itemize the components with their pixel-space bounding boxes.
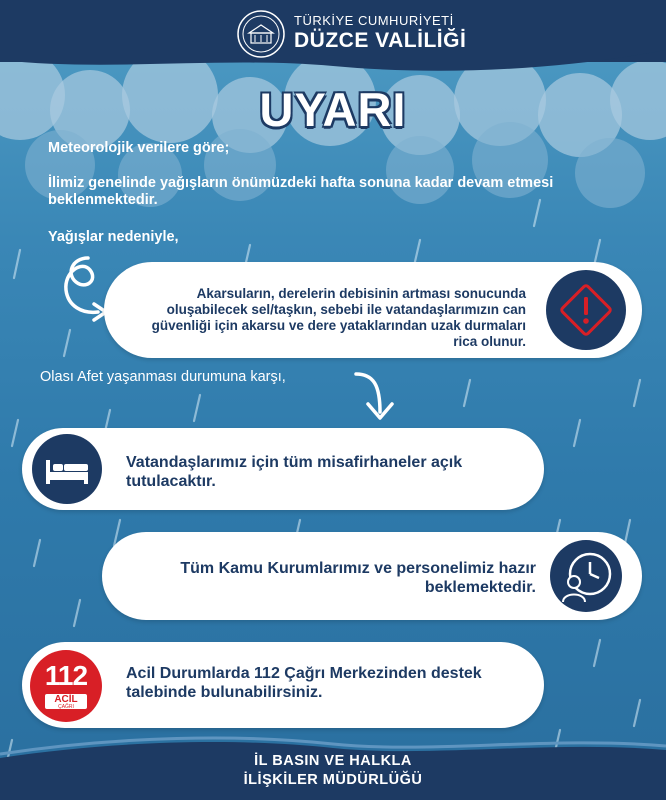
- badge-acil: [45, 694, 87, 709]
- page-title: UYARI: [259, 83, 407, 136]
- badge-label: ACİL: [54, 694, 78, 705]
- card-guesthouses: [22, 428, 544, 510]
- disaster-line: Olası Afet yaşanması durumuna karşı,: [40, 369, 286, 385]
- clock-person-icon: [550, 540, 622, 612]
- bed-icon: [32, 434, 102, 504]
- intro-line2: İlimiz genelinde yağışların önümüzdeki hafta sonuna kadar devam etmesi beklenmektedir.: [48, 175, 554, 208]
- card-public-institutions: [102, 532, 642, 620]
- badge-number: 112: [44, 660, 88, 691]
- warning-icon: [546, 270, 626, 350]
- card-guesthouses-text: Vatandaşlarımız için tüm misafirhaneler açık tutulacaktır.: [126, 454, 463, 490]
- intro-line3: Yağışlar nedeniyle,: [48, 229, 179, 245]
- brand-line2: DÜZCE VALİLİĞİ: [294, 29, 467, 52]
- footer-line2: İLİŞKİLER MÜDÜRLÜĞÜ: [243, 772, 423, 788]
- emergency-112-icon: [30, 650, 102, 722]
- footer-text: [0, 752, 666, 790]
- intro-line1: Meteorolojik verilere göre;: [48, 140, 230, 156]
- card-emergency-text: Acil Durumlarda 112 Çağrı Merkezinden destek talebinde bulunabilirsiniz.: [126, 665, 482, 701]
- badge-sub: ÇAĞRI: [58, 704, 74, 710]
- governorate-seal-icon: [236, 9, 286, 59]
- footer-line1: İL BASIN VE HALKLA: [254, 753, 412, 769]
- brand-line1: TÜRKİYE CUMHURİYETİ: [294, 13, 454, 28]
- card-institutions-text: Tüm Kamu Kurumlarımız ve personelimiz hazır beklemektedir.: [180, 560, 536, 596]
- brand-title: [294, 13, 466, 53]
- curved-down-arrow-icon: [352, 368, 402, 424]
- card-flood-warning: [104, 262, 642, 358]
- card-flood-text: Akarsuların, derelerin debisinin artması sonucunda oluşabilecek sel/taşkın, sebebi ile vatandaşlarımızın can güvenliği için akarsu ve dere yataklarından uzak durmaları rica olunur.: [151, 286, 526, 349]
- card-emergency-112: [22, 642, 544, 728]
